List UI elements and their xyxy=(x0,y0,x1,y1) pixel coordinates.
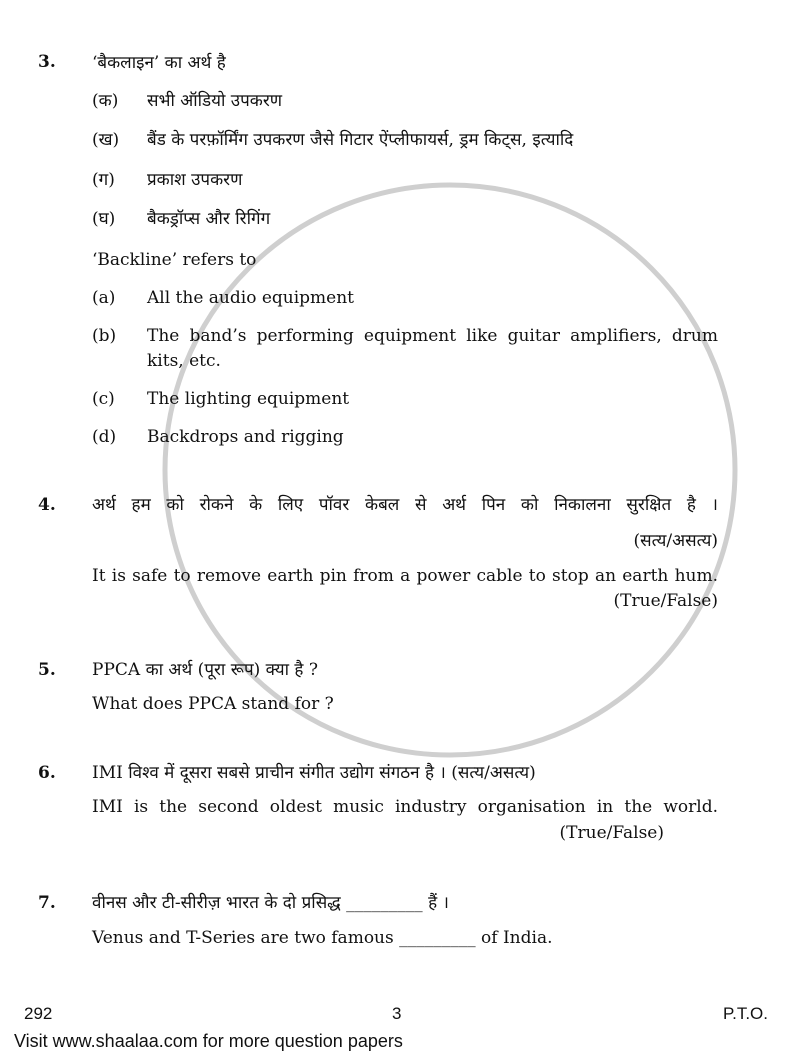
paper-code: 292 xyxy=(24,1004,53,1023)
question-hindi: IMI विश्व में दूसरा सबसे प्राचीन संगीत उद्योग संगठन है । (सत्य/असत्य) xyxy=(92,763,536,783)
option-text: The band’s performing equipment like guitar amplifiers, drum xyxy=(147,326,718,346)
question-english: It is safe to remove earth pin from a power cable to stop an earth hum. xyxy=(92,566,718,586)
option-label: (b) xyxy=(92,326,117,346)
option-text: सभी ऑडियो उपकरण xyxy=(147,91,283,111)
option-text: प्रकाश उपकरण xyxy=(147,170,243,190)
option-label: (d) xyxy=(92,427,117,447)
answer-type-hindi: (सत्य/असत्य) xyxy=(633,531,718,551)
question-english: IMI is the second oldest music industry organisation in the world. xyxy=(92,797,718,817)
option-label: (a) xyxy=(92,288,116,308)
question-english: ‘Backline’ refers to xyxy=(92,250,257,270)
option-label: (घ) xyxy=(92,209,116,229)
question-number: 3. xyxy=(38,52,56,72)
question-hindi: वीनस और टी-सीरीज़ भारत के दो प्रसिद्ध _________ हैं । xyxy=(92,893,449,913)
option-label: (क) xyxy=(92,91,119,111)
question-hindi: PPCA का अर्थ (पूरा रूप) क्या है ? xyxy=(92,660,318,680)
question-english: Venus and T-Series are two famous _________ of India. xyxy=(92,928,553,948)
option-text: बैंड के परफ़ॉर्मिंग उपकरण जैसे गिटार ऐंप्लीफायर्स, ड्रम किट्स, इत्यादि xyxy=(147,130,574,150)
question-number: 7. xyxy=(38,893,56,913)
question-number: 6. xyxy=(38,763,56,783)
option-text: Backdrops and rigging xyxy=(147,427,344,447)
option-label: (c) xyxy=(92,389,115,409)
page-number: 3 xyxy=(392,1004,402,1023)
option-text-continued: kits, etc. xyxy=(147,351,221,371)
question-number: 5. xyxy=(38,660,56,680)
question-english: What does PPCA stand for ? xyxy=(92,694,334,714)
pto-label: P.T.O. xyxy=(722,1004,768,1023)
option-label: (ख) xyxy=(92,130,120,150)
question-hindi: अर्थ हम को रोकने के लिए पॉवर केबल से अर्थ पिन को निकालना सुरक्षित है । xyxy=(92,495,718,515)
option-text: All the audio equipment xyxy=(147,288,355,308)
option-text: बैकड्रॉप्स और रिगिंग xyxy=(147,209,271,229)
visit-link[interactable]: Visit www.shaalaa.com for more question papers xyxy=(14,1031,403,1051)
question-hindi: ‘बैकलाइन’ का अर्थ है xyxy=(92,53,226,73)
answer-type: (True/False) xyxy=(559,823,664,843)
option-label: (ग) xyxy=(92,170,115,190)
option-text: The lighting equipment xyxy=(147,389,350,409)
answer-type: (True/False) xyxy=(613,591,718,611)
question-number: 4. xyxy=(38,495,56,515)
